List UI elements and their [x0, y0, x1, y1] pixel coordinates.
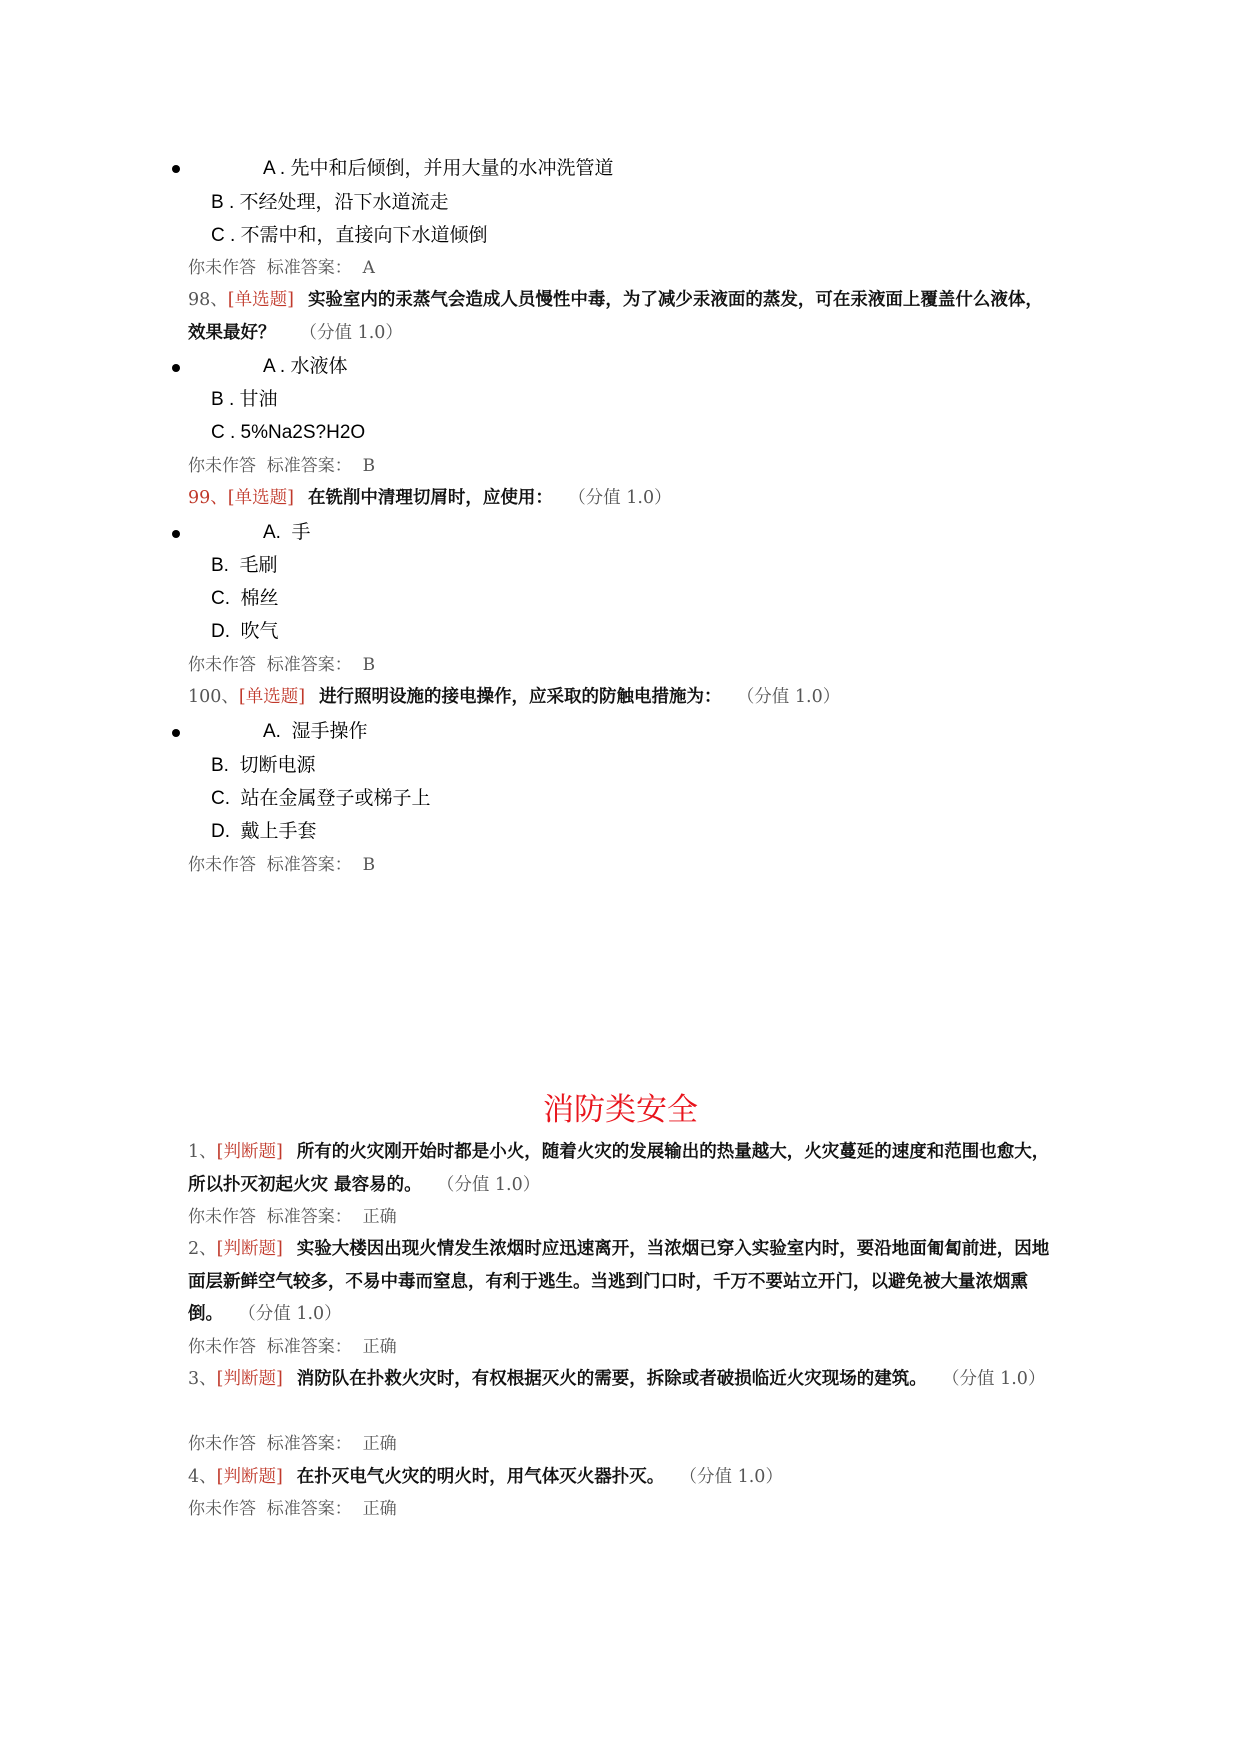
- bullet-icon: [172, 364, 180, 372]
- question-text: 消防队在扑救火灾时，有权根据灭火的需要，拆除或者破损临近火灾现场的建筑。: [296, 1369, 927, 1389]
- option-c: C . 5%Na2S?H2O: [211, 422, 366, 443]
- question-text: 所有的火灾刚开始时都是小火，随着火灾的发展输出的热量越大，火灾蔓延的速度和范围也愈大，所以扑灭初起火灾 最容易的。: [188, 1142, 1050, 1195]
- question-score: （分值 1.0）: [950, 1369, 1046, 1389]
- option-b: B . 甘油: [211, 389, 278, 410]
- question-number: 100、: [188, 687, 239, 707]
- option-a: A. 手: [263, 522, 311, 543]
- question-number: 3、: [188, 1369, 217, 1389]
- option-c: C. 站在金属登子或梯子上: [211, 788, 431, 809]
- answer-line: 你未作答 标准答案： A: [188, 258, 375, 278]
- fire-question-2: [188, 1233, 1054, 1331]
- fire-question-1: [188, 1136, 1054, 1201]
- option-a: A . 先中和后倾倒，并用大量的水冲洗管道: [263, 158, 614, 179]
- option-b: B. 切断电源: [211, 755, 316, 776]
- question-number: 99、: [188, 488, 228, 508]
- question-text: 实验大楼因出现火情发生浓烟时应迅速离开，当浓烟已穿入实验室内时，要沿地面匍匐前进，因地面层新鲜空气较多，不易中毒而窒息，有利于逃生。当逃到门口时，千万不要站立开门，以避免被大量浓烟熏倒。: [188, 1239, 1050, 1324]
- question-text: 在扑灭电气火灾的明火时，用气体灭火器扑灭。: [296, 1467, 665, 1487]
- fire-question-4: [188, 1461, 1054, 1494]
- answer-line: 你未作答 标准答案： 正确: [188, 1499, 397, 1519]
- question-number: 98、: [188, 290, 228, 310]
- question-number: 1、: [188, 1142, 217, 1162]
- option-c: C . 不需中和，直接向下水道倾倒: [211, 225, 488, 246]
- question-type: [单选题]: [227, 290, 294, 310]
- answer-line: 你未作答 标准答案： 正确: [188, 1434, 397, 1454]
- question-type: [单选题]: [227, 488, 294, 508]
- question-text: 进行照明设施的接电操作，应采取的防触电措施为：: [319, 687, 722, 707]
- question-score: （分值 1.0）: [576, 488, 672, 508]
- question-type: [判断题]: [216, 1142, 283, 1162]
- question-score: （分值 1.0）: [247, 1304, 342, 1324]
- option-a: A. 湿手操作: [263, 721, 368, 742]
- bullet-icon: [172, 729, 180, 737]
- question-number: 2、: [188, 1239, 217, 1259]
- option-d: D. 戴上手套: [211, 821, 317, 842]
- question-type: [判断题]: [216, 1239, 283, 1259]
- question-score: （分值 1.0）: [688, 1467, 783, 1487]
- option-b: B. 毛刷: [211, 555, 278, 576]
- option-b: B . 不经处理，沿下水道流走: [211, 192, 449, 213]
- question-100: [188, 681, 1054, 714]
- option-c: C. 棉丝: [211, 588, 279, 609]
- option-a: A . 水液体: [263, 356, 348, 377]
- question-type: [判断题]: [216, 1467, 283, 1487]
- answer-line: 你未作答 标准答案： 正确: [188, 1337, 397, 1357]
- question-98: [188, 284, 1054, 349]
- question-text: 在铣削中清理切屑时，应使用：: [307, 488, 553, 508]
- question-99: [188, 482, 1054, 515]
- bullet-icon: [172, 165, 180, 173]
- answer-line: 你未作答 标准答案： 正确: [188, 1207, 397, 1227]
- section-title: 消防类安全: [543, 1092, 698, 1128]
- fire-question-3: [188, 1363, 1054, 1396]
- answer-line: 你未作答 标准答案： B: [188, 855, 376, 875]
- option-d: D. 吹气: [211, 621, 279, 642]
- question-score: （分值 1.0）: [299, 322, 403, 343]
- question-type: [判断题]: [216, 1369, 283, 1389]
- bullet-icon: [172, 530, 180, 538]
- question-score: （分值 1.0）: [745, 687, 841, 707]
- question-text: 实验室内的汞蒸气会造成人员慢性中毒，为了减少汞液面的蒸发，可在汞液面上覆盖什么液体，效果最好？: [188, 290, 1043, 343]
- question-type: [单选题]: [238, 687, 306, 707]
- answer-line: 你未作答 标准答案： B: [188, 655, 376, 675]
- question-score: （分值 1.0）: [445, 1174, 541, 1195]
- question-number: 4、: [188, 1467, 217, 1487]
- answer-line: 你未作答 标准答案： B: [188, 456, 376, 476]
